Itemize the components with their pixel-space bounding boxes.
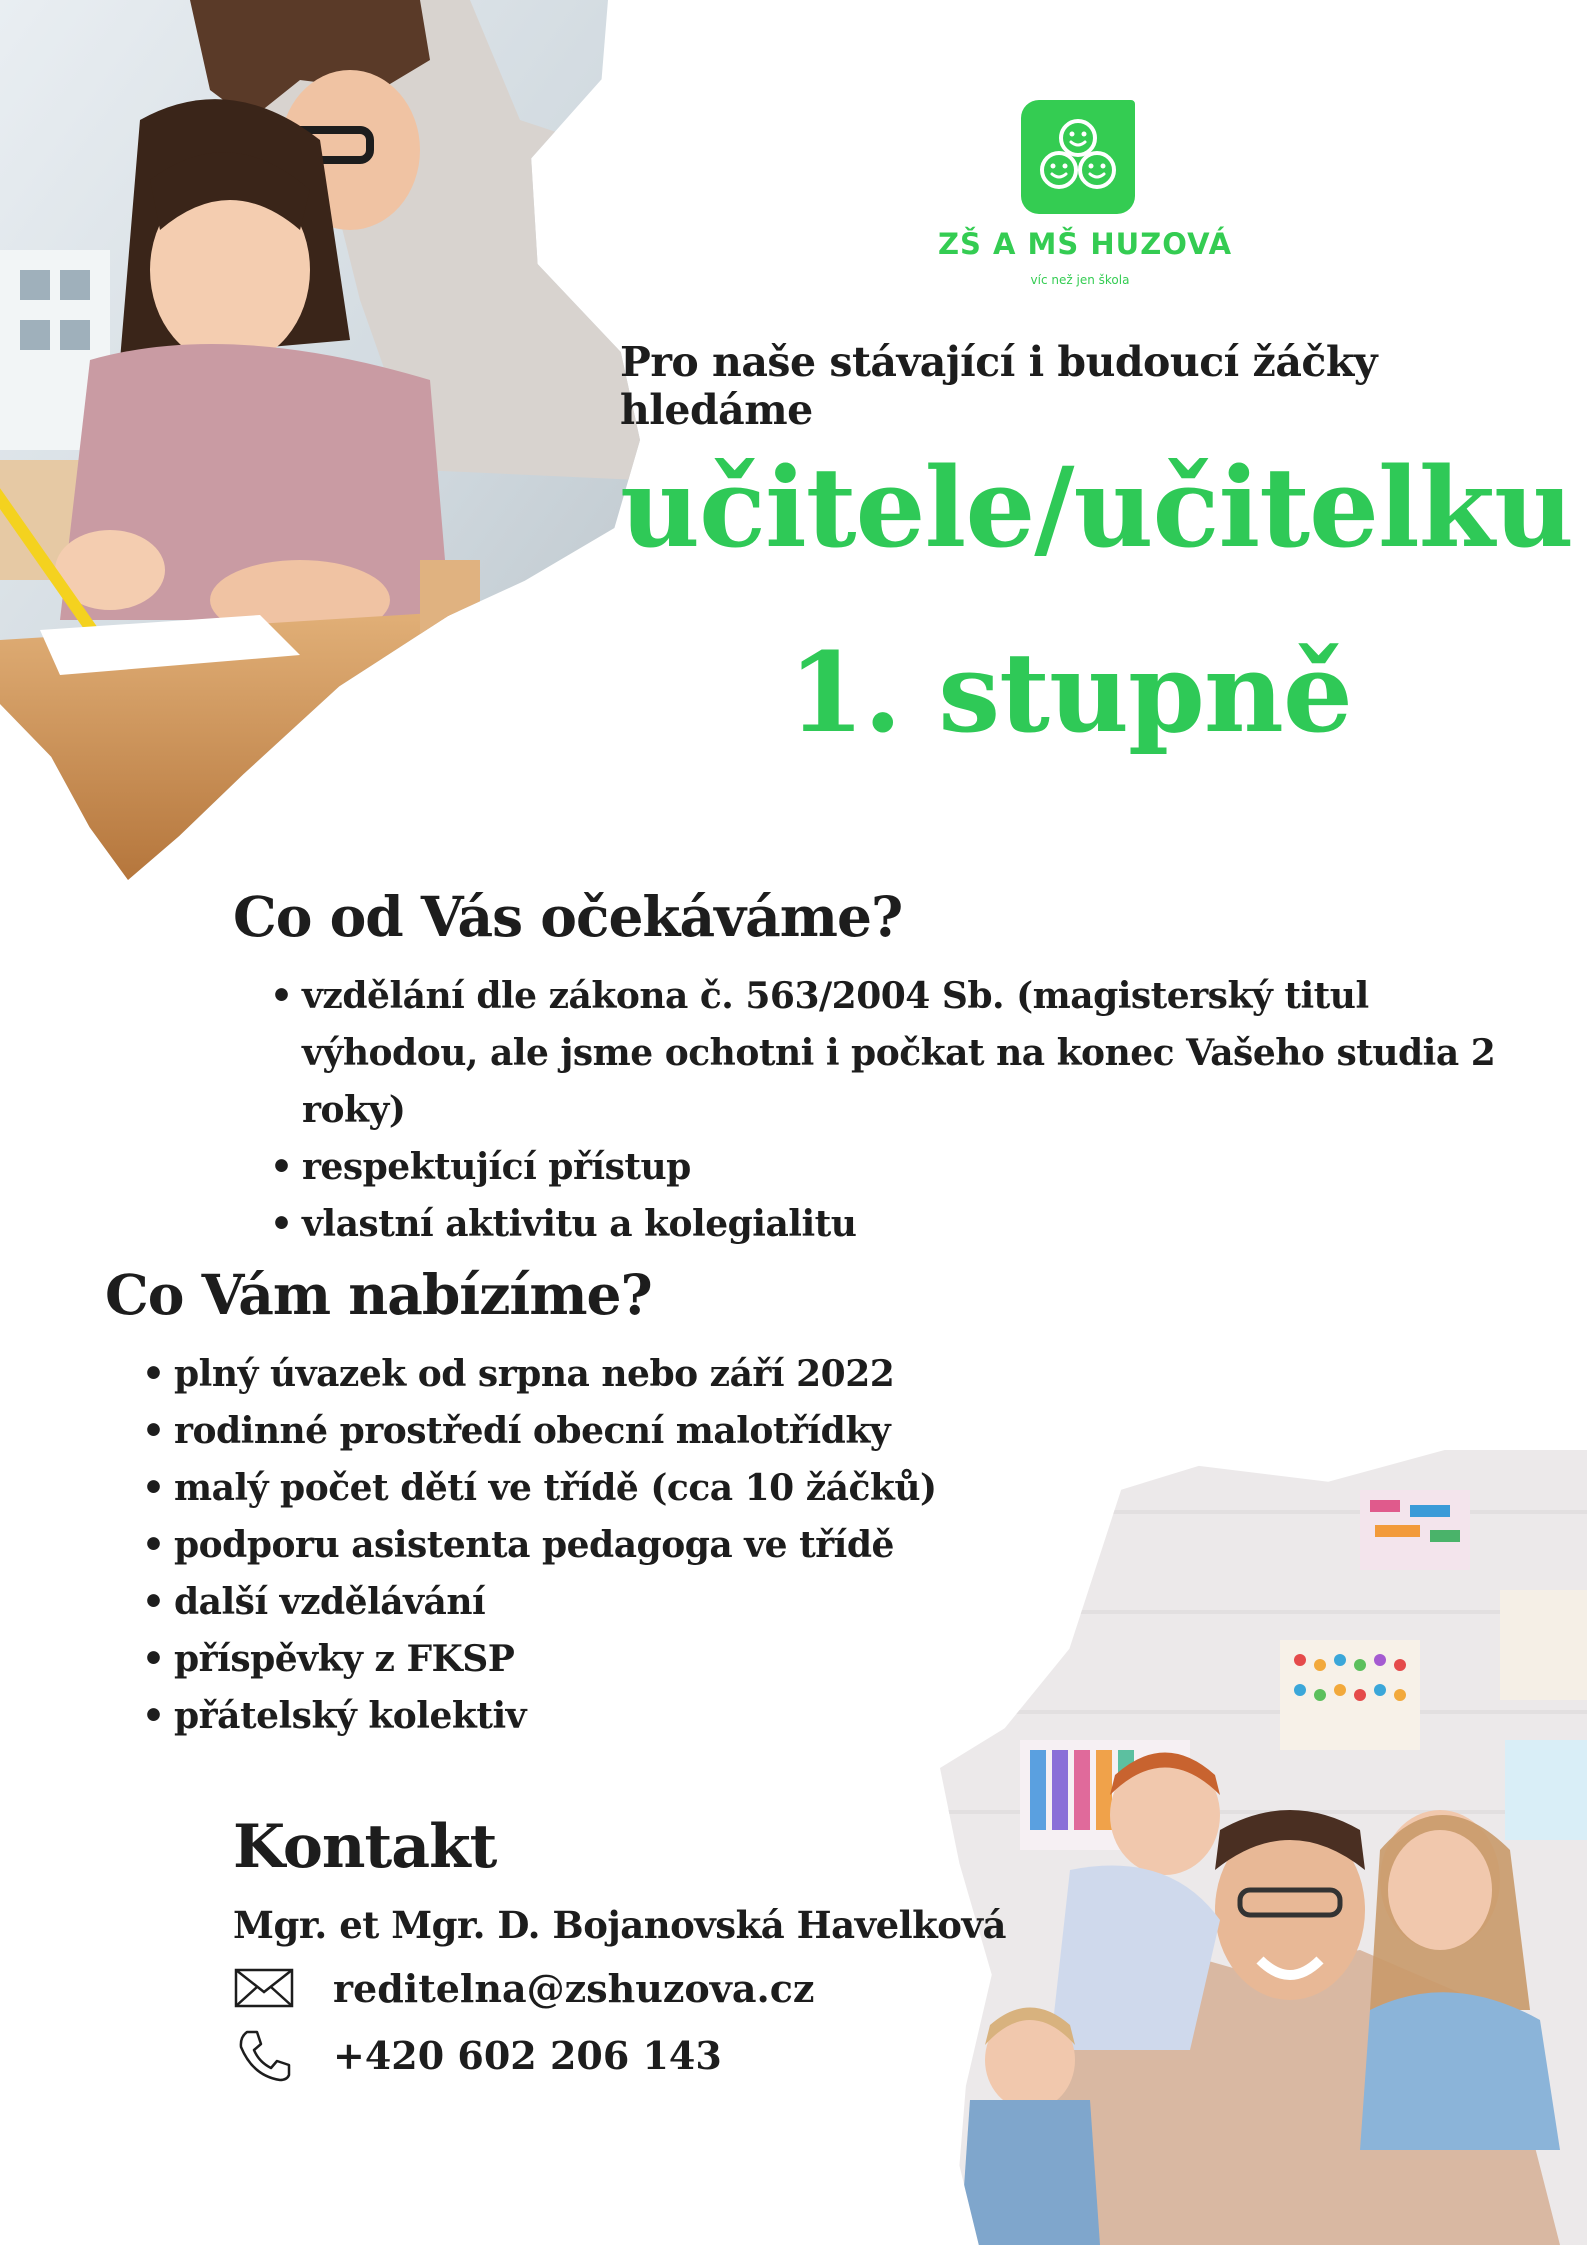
expectations-list — [270, 968, 1570, 1253]
logo-tagline: víc než jen škola — [1030, 273, 1130, 287]
contact-heading: Kontakt — [233, 1812, 497, 1882]
list-item-continuation: výhodou, ale jsme ochotni i počkat na konec Vašeho studia 2 roky) — [302, 1032, 1496, 1131]
list-item: • podporu asistenta pedagoga ve třídě — [142, 1517, 942, 1574]
list-item: • respektující přístup — [270, 1139, 1570, 1196]
teacher-with-girl-photo — [0, 0, 640, 880]
contact-phone-row[interactable] — [233, 2027, 722, 2083]
intro-text: Pro naše stávající i budoucí žáčky hledáme — [620, 338, 1378, 434]
contact-name: Mgr. et Mgr. D. Bojanovská Havelková — [233, 1903, 1006, 1947]
contact-email-row[interactable] — [233, 1960, 814, 2016]
offer-list — [142, 1346, 942, 1745]
contact-email[interactable]: reditelna@zshuzova.cz — [333, 1965, 815, 2011]
list-item: • vzdělání dle zákona č. 563/2004 Sb. (magisterský titul — [270, 968, 1570, 1025]
envelope-icon — [233, 1960, 295, 2016]
headline-level: 1. stupně — [788, 628, 1352, 757]
list-item: • malý počet dětí ve třídě (cca 10 žáčků) — [142, 1460, 942, 1517]
expectations-heading: Co od Vás očekáváme? — [233, 884, 903, 949]
headline-position: učitele/učitelku — [620, 443, 1573, 572]
smiley-faces-icon — [1021, 100, 1135, 214]
list-item: • další vzdělávání — [142, 1574, 942, 1631]
children-hugging-teacher-photo — [940, 1450, 1587, 2245]
list-item: • plný úvazek od srpna nebo září 2022 — [142, 1346, 942, 1403]
list-item: • rodinné prostředí obecní malotřídky — [142, 1403, 942, 1460]
offer-heading: Co Vám nabízíme? — [105, 1262, 652, 1327]
school-logo — [1021, 100, 1135, 214]
list-item: • vlastní aktivitu a kolegialitu — [270, 1196, 1570, 1253]
logo-name: ZŠ A MŠ HUZOVÁ — [937, 227, 1233, 261]
phone-icon — [233, 2027, 295, 2083]
list-item: • příspěvky z FKSP — [142, 1631, 942, 1688]
list-item: • přátelský kolektiv — [142, 1688, 942, 1745]
contact-phone[interactable]: +420 602 206 143 — [333, 2032, 722, 2078]
